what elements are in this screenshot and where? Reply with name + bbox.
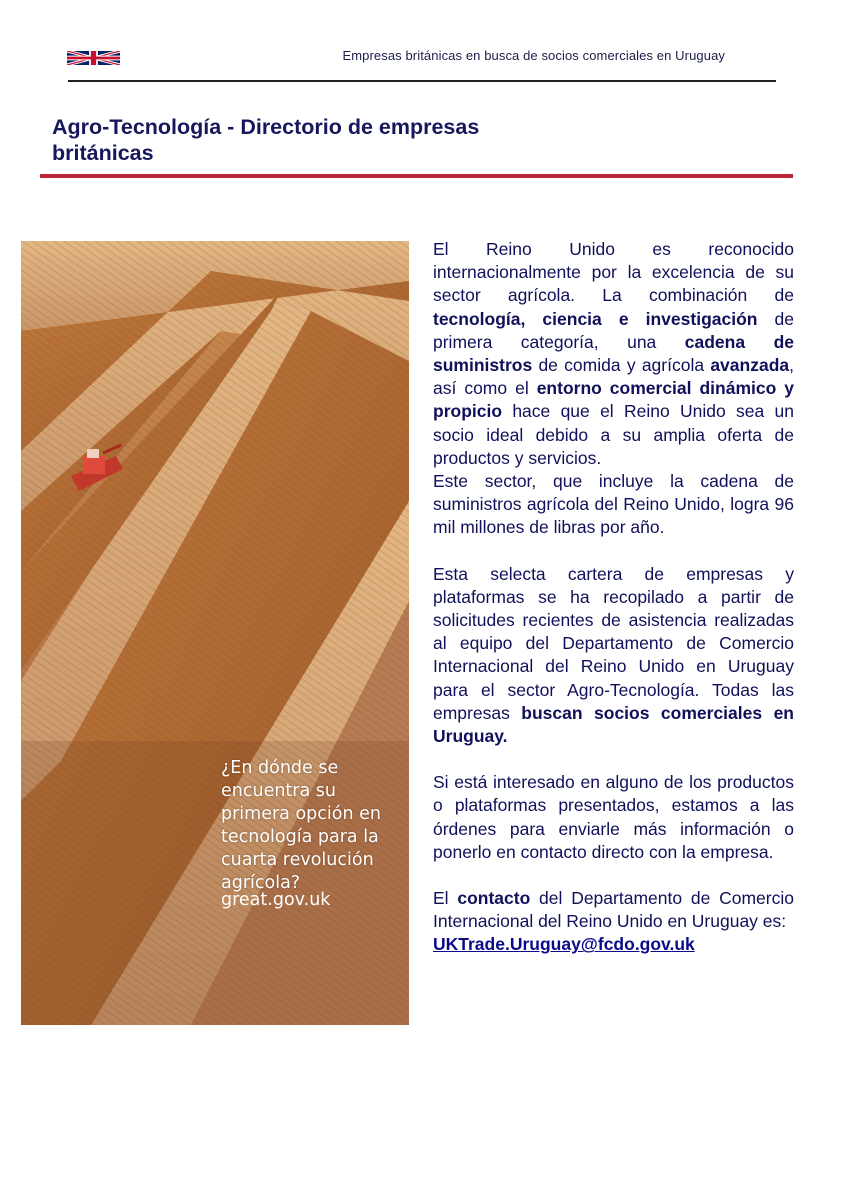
poster-url: great.gov.uk	[221, 890, 331, 910]
agritech-poster	[21, 241, 409, 1025]
poster-question: ¿En dónde se encuentra su primera opción en tecnología para la cuarta revolución agrícola?	[221, 758, 381, 893]
header-rule	[68, 80, 776, 82]
union-jack-flag-icon	[67, 51, 120, 65]
paragraph-sector-value: Este sector, que incluye la cadena de suministros agrícola del Reino Unido, logra 96 mil millones de libras por año.	[433, 471, 794, 538]
paragraph-sector-intro: El Reino Unido es reconocido internacionalmente por la excelencia de su sector agrícola. La combinación de tecnología, ciencia e investigación de primera categoría, una cadena de suministros de comida y agrícola avanzada, así como el entorno comercial dinámico y propicio hace que el Reino Unido sea un socio ideal debido a su amplia oferta de productos y servicios.	[433, 239, 794, 468]
intro-text	[433, 238, 794, 957]
paragraph-interest: Si está interesado en alguno de los productos o plataformas presentados, estamos a las órdenes para enviarle más información o ponerlo en contacto directo con la empresa.	[433, 772, 794, 862]
page-title: Agro-Tecnología - Directorio de empresas británicas	[52, 115, 480, 165]
title-rule	[40, 174, 793, 178]
contact-email-link[interactable]: UKTrade.Uruguay@fcdo.gov.uk	[433, 934, 695, 955]
paragraph-contact: El contacto del Departamento de Comercio Internacional del Reino Unido en Uruguay es:	[433, 888, 794, 932]
paragraph-portfolio: Esta selecta cartera de empresas y plataformas se ha recopilado a partir de solicitudes recientes de asistencia realizadas al equipo del Departamento de Comercio Internacional del Reino Unido en Uruguay para el sector Agro-Tecnología. Todas las empresas buscan socios comerciales en Uruguay.	[433, 563, 794, 747]
running-header: Empresas británicas en busca de socios comerciales en Uruguay	[342, 48, 725, 63]
